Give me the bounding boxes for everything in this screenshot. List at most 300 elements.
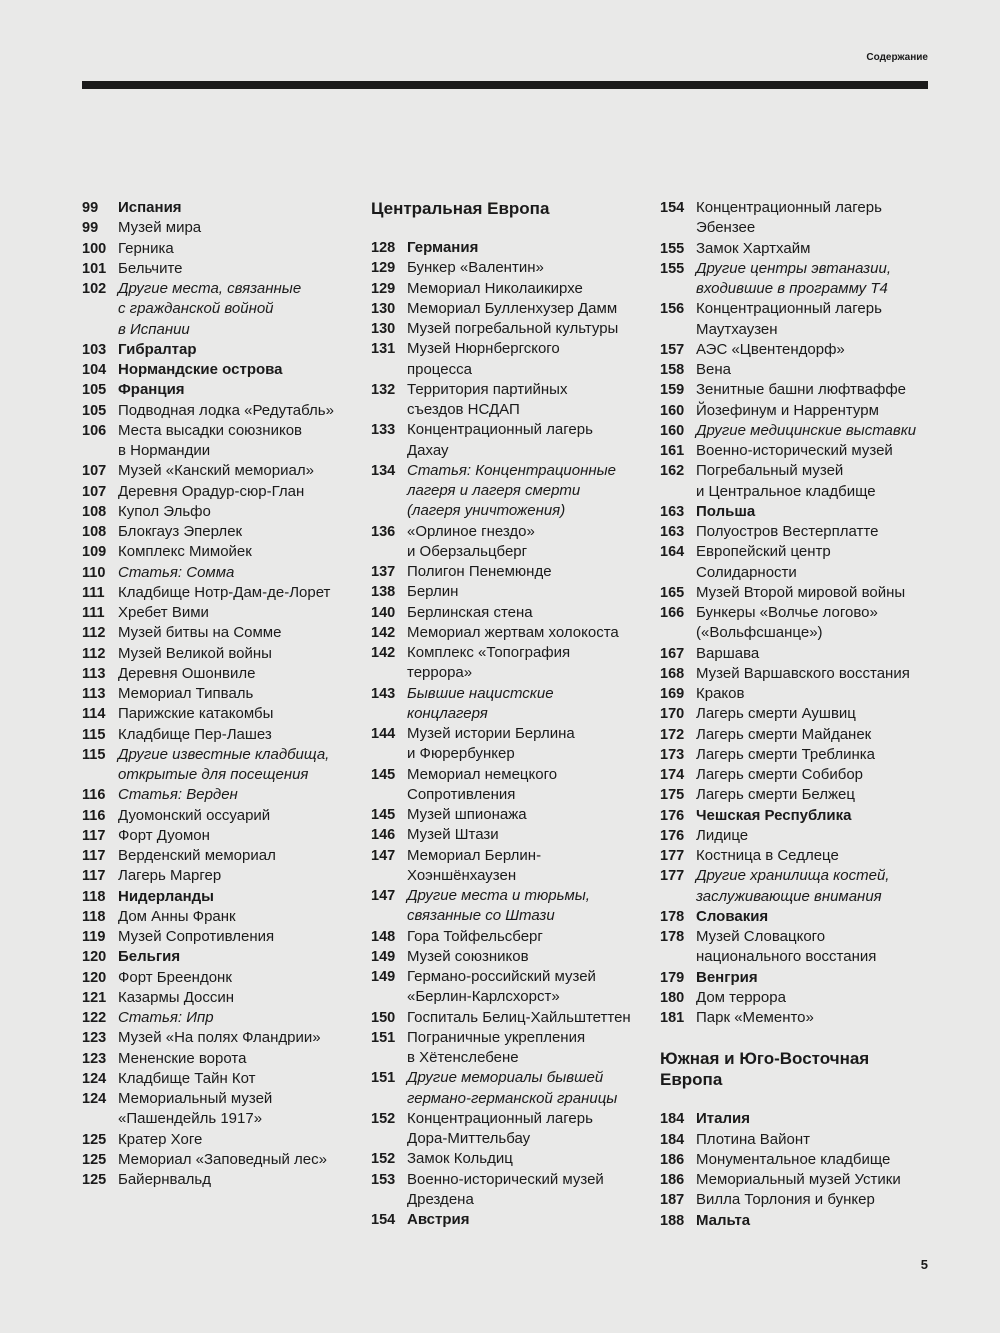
toc-title: Костница в Седлеце xyxy=(696,847,839,864)
toc-title: Статья: Ипр xyxy=(118,1009,214,1026)
toc-title: Кладбище Тайн Кот xyxy=(118,1069,256,1087)
toc-title: Дуомонский оссуарий xyxy=(118,806,271,824)
toc-page-number: 151 xyxy=(371,1070,396,1087)
toc-title: Музей «Канский мемориал» xyxy=(118,462,314,480)
toc-title: Мемориал Типваль xyxy=(118,685,254,702)
toc-entry xyxy=(660,968,935,988)
toc-entry xyxy=(660,401,935,421)
toc-entry xyxy=(660,826,935,846)
toc-title: Мемориал немецкого Сопротивления xyxy=(407,765,558,803)
toc-title: Мемориальный музей Устики xyxy=(696,1171,901,1188)
toc-entry xyxy=(371,299,646,319)
toc-entry xyxy=(371,825,646,845)
toc-page-number: 148 xyxy=(371,928,396,945)
toc-page-number: 124 xyxy=(82,1070,107,1087)
toc-page-number: 110 xyxy=(82,564,106,581)
toc-entry xyxy=(371,765,646,806)
toc-title: Музей мира xyxy=(118,219,202,237)
toc-entry xyxy=(660,785,935,805)
toc-entry xyxy=(82,482,357,502)
toc-entry xyxy=(371,947,646,967)
toc-title: Музей битвы на Сомме xyxy=(118,624,282,642)
toc-page-number: 172 xyxy=(660,726,685,743)
toc-entry xyxy=(82,826,357,846)
toc-title: Лагерь смерти Майданек xyxy=(696,725,872,743)
toc-page-number: 108 xyxy=(82,503,107,520)
toc-page-number: 160 xyxy=(660,422,685,439)
toc-title: Погребальный музей и Центральное кладбище xyxy=(696,462,876,500)
toc-title: Лагерь смерти Треблинка xyxy=(696,745,875,763)
toc-title: Бельгия xyxy=(118,948,181,966)
toc-entry xyxy=(371,319,646,339)
toc-column-2 xyxy=(371,198,646,1230)
toc-entry xyxy=(660,846,935,866)
toc-title: Военно-исторический музей xyxy=(696,442,893,459)
toc-entry xyxy=(82,866,357,886)
toc-entry xyxy=(371,380,646,421)
toc-entry xyxy=(660,542,935,583)
toc-page-number: 155 xyxy=(660,260,685,277)
toc-title: Италия xyxy=(696,1110,750,1128)
toc-page-number: 115 xyxy=(82,746,106,763)
toc-entry xyxy=(82,1028,357,1048)
toc-title: Полигон Пенемюнде xyxy=(407,563,552,580)
toc-title: Венгрия xyxy=(696,968,758,986)
toc-title: Музей Штази xyxy=(407,826,499,844)
toc-entry xyxy=(371,1149,646,1169)
toc-page-number: 125 xyxy=(82,1151,107,1168)
toc-title: АЭС «Цвентендорф» xyxy=(696,340,845,358)
toc-page-number: 134 xyxy=(371,462,396,479)
toc-page-number: 145 xyxy=(371,766,396,783)
section-heading-south-europe: Южная и Юго-Восточная Европа xyxy=(660,1049,870,1090)
toc-entry xyxy=(82,279,357,340)
toc-page-number: 147 xyxy=(371,888,396,904)
toc-entry xyxy=(82,907,357,927)
toc-entry xyxy=(82,360,357,380)
toc-entry xyxy=(660,603,935,644)
toc-entry xyxy=(82,988,357,1008)
toc-page-number: 118 xyxy=(82,908,106,925)
toc-page-number: 160 xyxy=(660,402,685,419)
toc-entry xyxy=(371,1170,646,1211)
toc-entry xyxy=(82,927,357,947)
toc-page-number: 176 xyxy=(660,827,685,844)
toc-entry xyxy=(660,1150,935,1170)
toc-title: Статья: Верден xyxy=(118,786,238,804)
toc-title: Музей истории Берлина и Фюрербункер xyxy=(407,725,575,763)
toc-page-number: 157 xyxy=(660,341,685,358)
toc-entry xyxy=(82,522,357,542)
toc-title: Испания xyxy=(118,199,182,216)
toc-entry xyxy=(660,461,935,502)
toc-page-number: 105 xyxy=(82,382,107,399)
toc-title: Верденский мемориал xyxy=(118,847,276,864)
toc-page-number: 152 xyxy=(371,1151,396,1168)
toc-title: Купол Эльфо xyxy=(118,502,211,520)
toc-title: «Орлиное гнездо» и Оберзальцберг xyxy=(407,522,535,560)
toc-column-3 xyxy=(660,198,935,1231)
toc-entry xyxy=(660,421,935,441)
toc-title: Чешская Республика xyxy=(696,806,852,824)
toc-list xyxy=(82,198,357,1190)
toc-entry xyxy=(660,198,935,239)
toc-entry xyxy=(371,339,646,380)
toc-page-number: 106 xyxy=(82,422,107,439)
toc-title: Мемориал жертвам холокоста xyxy=(407,623,619,641)
toc-title: Кратер Хоге xyxy=(118,1130,203,1148)
toc-title: Музей союзников xyxy=(407,947,529,965)
toc-title: Другие медицинские выставки xyxy=(696,421,917,439)
toc-page-number: 178 xyxy=(660,908,685,925)
toc-entry xyxy=(660,1008,935,1028)
toc-page-number: 104 xyxy=(82,362,107,378)
toc-title: Бельчите xyxy=(118,259,183,277)
toc-entry xyxy=(82,1150,357,1170)
toc-page-number: 108 xyxy=(82,524,107,540)
toc-title: Комплекс Мимойек xyxy=(118,543,252,561)
toc-title: Словакия xyxy=(696,907,769,925)
toc-title: Мемориальный музей «Пашендейль 1917» xyxy=(118,1090,273,1128)
toc-entry xyxy=(371,643,646,684)
toc-title: Парижские катакомбы xyxy=(118,705,274,723)
toc-page-number: 176 xyxy=(660,807,685,824)
toc-page-number: 163 xyxy=(660,503,685,520)
toc-page-number: 120 xyxy=(82,949,107,966)
toc-page-number: 149 xyxy=(371,948,396,965)
toc-entry xyxy=(660,522,935,542)
toc-entry xyxy=(82,218,357,238)
toc-title: Другие мемориалы бывшей германо-германской границы xyxy=(407,1069,618,1107)
toc-title: Варшава xyxy=(696,644,760,662)
toc-entry xyxy=(82,1049,357,1069)
toc-title: Нормандские острова xyxy=(118,361,283,378)
toc-entry xyxy=(371,623,646,643)
toc-page-number: 165 xyxy=(660,584,685,601)
toc-page-number: 130 xyxy=(371,300,396,317)
toc-page-number: 117 xyxy=(82,827,106,844)
toc-title: Форт Бреендонк xyxy=(118,968,232,986)
toc-entry xyxy=(82,745,357,786)
toc-entry xyxy=(82,380,357,400)
toc-title: Концентрационный лагерь Дора-Миттельбау xyxy=(407,1109,593,1147)
toc-page-number: 112 xyxy=(82,625,106,642)
toc-page-number: 102 xyxy=(82,281,107,297)
toc-title: Берлин xyxy=(407,583,459,601)
toc-page-number: 115 xyxy=(82,726,106,743)
toc-page-number: 130 xyxy=(371,321,396,337)
toc-entry xyxy=(660,1211,935,1231)
toc-page-number: 166 xyxy=(660,605,685,621)
toc-entry xyxy=(82,563,357,583)
toc-page-number: 113 xyxy=(82,665,106,682)
toc-entry xyxy=(371,927,646,947)
toc-page-number: 143 xyxy=(371,685,396,702)
toc-page-number: 120 xyxy=(82,969,107,986)
toc-page-number: 163 xyxy=(660,524,685,540)
toc-title: Территория партийных съездов НСДАП xyxy=(407,380,568,418)
toc-title: Другие места, связанные с гражданской войной в Испании xyxy=(118,280,302,338)
toc-page-number: 144 xyxy=(371,726,396,742)
toc-entry xyxy=(660,441,935,461)
toc-entry xyxy=(660,259,935,300)
toc-entry xyxy=(371,461,646,522)
section-heading-central-europe: Центральная Европа xyxy=(371,199,550,218)
toc-entry xyxy=(660,1130,935,1150)
toc-entry xyxy=(660,299,935,340)
toc-page-number: 149 xyxy=(371,969,396,985)
toc-entry xyxy=(82,704,357,724)
toc-title: Деревня Ошонвиле xyxy=(118,664,256,682)
toc-title: Концентрационный лагерь Эбензее xyxy=(696,199,882,237)
toc-page-number: 137 xyxy=(371,564,396,580)
toc-page-number: 184 xyxy=(660,1111,685,1128)
toc-page-number: 177 xyxy=(660,868,685,885)
toc-title: Германо-российский музей «Берлин-Карлсхорст» xyxy=(407,968,596,1006)
toc-entry xyxy=(660,1190,935,1210)
toc-page-number: 177 xyxy=(660,848,685,864)
toc-title: Форт Дуомон xyxy=(118,826,210,844)
toc-title: Музей Словацкого национального восстания xyxy=(696,928,877,966)
toc-page-number: 154 xyxy=(371,1212,396,1228)
toc-entry xyxy=(82,542,357,562)
toc-page-number: 119 xyxy=(82,929,106,945)
toc-page-number: 159 xyxy=(660,382,685,399)
toc-entry xyxy=(82,502,357,522)
toc-entry xyxy=(371,582,646,602)
toc-page-number: 122 xyxy=(82,1010,107,1026)
toc-page-number: 170 xyxy=(660,706,685,723)
toc-entry xyxy=(371,1109,646,1150)
toc-title: Вена xyxy=(696,361,731,378)
toc-title: Гибралтар xyxy=(118,340,197,358)
toc-entry xyxy=(82,603,357,623)
toc-page-number: 173 xyxy=(660,746,685,763)
toc-title: Бункеры «Волчье логово» («Вольфсшанце») xyxy=(696,604,878,642)
toc-page-number: 145 xyxy=(371,807,396,823)
toc-entry xyxy=(82,806,357,826)
toc-title: Плотина Вайонт xyxy=(696,1130,810,1148)
toc-page-number: 103 xyxy=(82,341,107,358)
toc-title: Бункер «Валентин» xyxy=(407,259,544,277)
toc-entry xyxy=(82,785,357,805)
toc-title: Казармы Доссин xyxy=(118,988,235,1006)
toc-title: Пограничные укрепления в Хётенслебене xyxy=(407,1028,586,1066)
toc-title: Концентрационный лагерь Дахау xyxy=(407,421,593,459)
toc-page-number: 175 xyxy=(660,787,685,804)
toc-page-number: 167 xyxy=(660,645,685,662)
toc-page-number: 150 xyxy=(371,1009,396,1026)
toc-title: Зенитные башни люфтваффе xyxy=(696,381,907,399)
toc-page-number: 187 xyxy=(660,1192,685,1209)
toc-entry xyxy=(82,198,357,218)
toc-title: Музей шпионажа xyxy=(407,806,527,823)
toc-entry xyxy=(371,1068,646,1109)
toc-title: Блокгауз Эперлек xyxy=(118,523,243,540)
toc-page-number: 99 xyxy=(82,220,99,237)
toc-page-number: 179 xyxy=(660,969,685,986)
toc-title: Военно-исторический музей Дрездена xyxy=(407,1170,604,1208)
toc-entry xyxy=(82,644,357,664)
toc-title: Мемориал Берлин- Хоэншёнхаузен xyxy=(407,846,542,884)
toc-title: Нидерланды xyxy=(118,887,214,905)
toc-entry xyxy=(660,988,935,1008)
toc-title: Лагерь Маргер xyxy=(118,867,222,885)
toc-entry xyxy=(371,967,646,1008)
toc-title: Другие места и тюрьмы, связанные со Штази xyxy=(407,887,590,925)
toc-title: Мемориал Булленхузер Дамм xyxy=(407,299,618,317)
toc-page-number: 180 xyxy=(660,989,685,1006)
toc-entry xyxy=(82,1089,357,1130)
toc-entry xyxy=(371,1210,646,1230)
toc-entry xyxy=(82,583,357,603)
toc-page-number: 146 xyxy=(371,827,396,844)
toc-page-number: 125 xyxy=(82,1172,107,1188)
toc-page-number: 152 xyxy=(371,1110,396,1127)
toc-entry xyxy=(371,258,646,278)
toc-entry xyxy=(660,765,935,785)
toc-entry xyxy=(660,239,935,259)
toc-entry xyxy=(82,725,357,745)
toc-title: Европейский центр Солидарности xyxy=(696,543,831,581)
toc-entry xyxy=(660,806,935,826)
toc-title: Йозефинум и Наррентурм xyxy=(696,401,879,419)
toc-list xyxy=(660,198,935,1028)
toc-page-number: 154 xyxy=(660,200,685,216)
toc-entry xyxy=(371,522,646,563)
toc-page-number: 133 xyxy=(371,422,396,439)
toc-page-number: 117 xyxy=(82,848,106,864)
toc-title: Монументальное кладбище xyxy=(696,1150,891,1168)
toc-title: Музей Сопротивления xyxy=(118,928,275,945)
running-head: Содержание xyxy=(866,52,928,63)
toc-page-number: 151 xyxy=(371,1029,396,1046)
toc-entry xyxy=(371,805,646,825)
toc-entry xyxy=(82,340,357,360)
toc-entry xyxy=(371,279,646,299)
toc-entry xyxy=(660,1109,935,1129)
toc-page-number: 142 xyxy=(371,624,396,641)
toc-title: Лагерь смерти Собибор xyxy=(696,766,863,783)
toc-title: Бывшие нацистские концлагеря xyxy=(407,684,554,722)
toc-page-number: 123 xyxy=(82,1030,107,1047)
toc-title: Мененские ворота xyxy=(118,1049,247,1067)
toc-title: Музей Варшавского восстания xyxy=(696,664,910,682)
toc-title: Мемориал Николаикирхе xyxy=(407,279,583,297)
toc-entry xyxy=(82,1170,357,1190)
toc-entry xyxy=(371,420,646,461)
toc-page-number: 111 xyxy=(82,584,105,601)
toc-entry xyxy=(660,725,935,745)
toc-page-number: 164 xyxy=(660,544,685,561)
toc-page-number: 112 xyxy=(82,645,106,662)
toc-page-number: 129 xyxy=(371,260,396,277)
toc-entry xyxy=(660,866,935,907)
toc-entry xyxy=(82,846,357,866)
toc-entry xyxy=(82,259,357,279)
page-number: 5 xyxy=(920,1257,928,1272)
toc-title: Германия xyxy=(407,239,479,256)
toc-entry xyxy=(82,664,357,684)
toc-entry xyxy=(371,238,646,258)
toc-entry xyxy=(660,360,935,380)
toc-entry xyxy=(660,644,935,664)
toc-title: Австрия xyxy=(407,1211,470,1228)
toc-page-number: 181 xyxy=(660,1010,685,1026)
toc-entry xyxy=(660,502,935,522)
toc-entry xyxy=(82,401,357,421)
toc-title: Краков xyxy=(696,685,745,702)
toc-entry xyxy=(82,1130,357,1150)
toc-page-number: 186 xyxy=(660,1151,685,1168)
toc-title: Подводная лодка «Редутабль» xyxy=(118,401,334,419)
toc-entry xyxy=(371,1008,646,1028)
toc-title: Мальта xyxy=(696,1211,751,1229)
toc-title: Лидице xyxy=(696,826,749,844)
toc-page-number: 109 xyxy=(82,544,107,561)
toc-entry xyxy=(82,968,357,988)
toc-page-number: 169 xyxy=(660,686,685,702)
toc-title: Герника xyxy=(118,239,174,257)
toc-entry xyxy=(371,886,646,927)
toc-title: Лагерь смерти Аушвиц xyxy=(696,705,856,723)
toc-title: Музей «На полях Фландрии» xyxy=(118,1029,321,1047)
toc-list xyxy=(371,238,646,1230)
toc-page-number: 116 xyxy=(82,807,106,824)
toc-page-number: 111 xyxy=(82,605,105,621)
toc-title: Полуостров Вестерплатте xyxy=(696,523,879,540)
toc-title: Польша xyxy=(696,502,756,520)
toc-title: Музей погребальной культуры xyxy=(407,320,619,337)
toc-page-number: 123 xyxy=(82,1050,107,1067)
toc-title: Вилла Торлония и бункер xyxy=(696,1191,875,1209)
toc-page-number: 184 xyxy=(660,1131,685,1148)
toc-page-number: 155 xyxy=(660,240,685,257)
toc-page-number: 147 xyxy=(371,847,396,864)
toc-title: Франция xyxy=(118,381,185,399)
toc-title: Другие хранилища костей, заслуживающие внимания xyxy=(696,867,890,905)
toc-page-number: 168 xyxy=(660,665,685,682)
toc-entry xyxy=(82,947,357,967)
toc-title: Другие известные кладбища, открытые для посещения xyxy=(118,745,330,783)
toc-page-number: 100 xyxy=(82,240,107,257)
toc-page-number: 161 xyxy=(660,443,685,459)
toc-page-number: 186 xyxy=(660,1172,685,1188)
toc-page-number: 99 xyxy=(82,200,99,216)
toc-title: Лагерь смерти Белжец xyxy=(696,786,855,804)
toc-title: Мемориал «Заповедный лес» xyxy=(118,1150,327,1168)
toc-title: Байернвальд xyxy=(118,1171,211,1188)
toc-title: Замок Хартхайм xyxy=(696,239,811,257)
toc-page-number: 116 xyxy=(82,787,106,804)
toc-page-number: 124 xyxy=(82,1091,107,1107)
toc-entry xyxy=(82,421,357,462)
toc-page-number: 131 xyxy=(371,341,396,358)
toc-entry xyxy=(371,684,646,725)
toc-entry xyxy=(660,704,935,724)
toc-page-number: 117 xyxy=(82,868,106,885)
toc-title: Кладбище Нотр-Дам-де-Лорет xyxy=(118,583,331,601)
toc-title: Места высадки союзников в Нормандии xyxy=(118,421,303,459)
toc-entry xyxy=(660,684,935,704)
toc-page-number: 105 xyxy=(82,402,107,419)
toc-page-number: 136 xyxy=(371,523,396,540)
toc-entry xyxy=(660,1170,935,1190)
toc-page-number: 121 xyxy=(82,989,107,1006)
toc-page-number: 107 xyxy=(82,463,107,480)
toc-title: Госпиталь Белиц-Хайльштеттен xyxy=(407,1008,631,1026)
toc-entry xyxy=(371,1028,646,1069)
